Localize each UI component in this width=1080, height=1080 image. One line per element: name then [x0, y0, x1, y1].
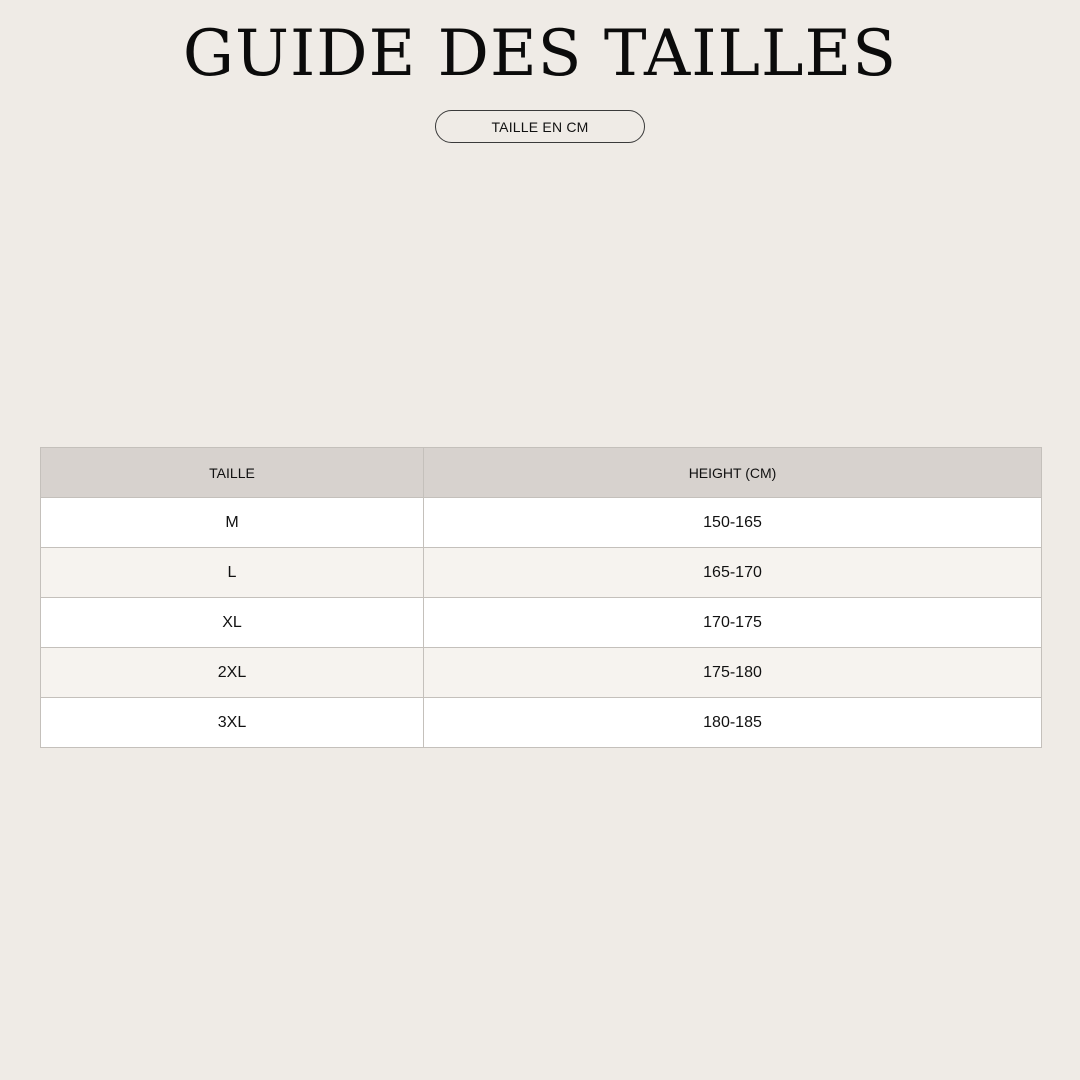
- size-cell: XL: [41, 598, 424, 648]
- table-row: [41, 698, 1042, 748]
- height-cell: 165-170: [424, 548, 1042, 598]
- table-row: [41, 648, 1042, 698]
- table-row: [41, 598, 1042, 648]
- size-cell: L: [41, 548, 424, 598]
- height-cell: 175-180: [424, 648, 1042, 698]
- size-table: [40, 447, 1042, 748]
- table-header-row: [41, 448, 1042, 498]
- size-cell: 2XL: [41, 648, 424, 698]
- size-cell: M: [41, 498, 424, 548]
- size-cell: 3XL: [41, 698, 424, 748]
- height-cell: 180-185: [424, 698, 1042, 748]
- unit-label-pill: TAILLE EN CM: [435, 110, 645, 143]
- table-row: [41, 498, 1042, 548]
- height-cell: 170-175: [424, 598, 1042, 648]
- table-row: [41, 548, 1042, 598]
- height-cell: 150-165: [424, 498, 1042, 548]
- column-header-height: HEIGHT (CM): [424, 448, 1042, 498]
- page-title: GUIDE DES TAILLES: [182, 17, 898, 91]
- column-header-size: TAILLE: [41, 448, 424, 498]
